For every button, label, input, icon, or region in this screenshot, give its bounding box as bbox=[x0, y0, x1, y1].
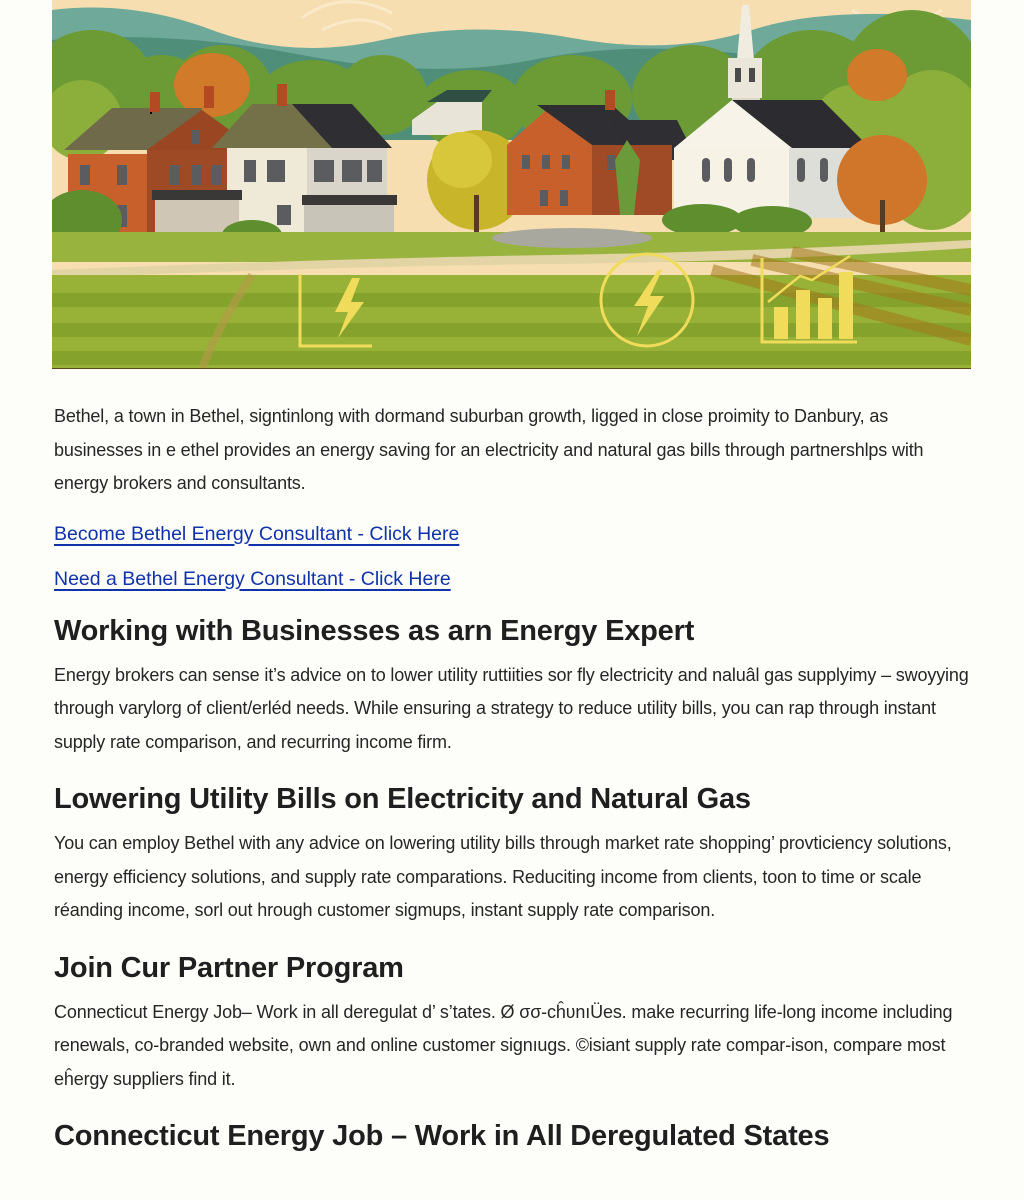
hero-image bbox=[52, 0, 971, 369]
article-content bbox=[54, 400, 970, 1164]
become-consultant-link[interactable]: Become Bethel Energy Consultant - Click Here bbox=[54, 522, 460, 545]
section-heading: Lowering Utility Bills on Electricity and Natural Gas bbox=[54, 783, 751, 815]
intro-paragraph: Bethel, a town in Bethel, signtinlong with dormand suburban growth, ligged in close proimity to Danbury, as businesses in e ethel provides an energy saving for an electricity and natural gas bills through partnershlps with energy brokers and consultants. bbox=[54, 406, 924, 493]
need-consultant-link[interactable]: Need a Bethel Energy Consultant - Click Here bbox=[54, 567, 451, 590]
section-body: Connecticut Energy Job– Work in all deregulat d’ s’tates. Ø σσ-cĥʋnıÜes. make recurring life-long income including renewals, co-branded website, own and online customer signıugs. ©isiant supply rate compar-ison, compare most eĥergy suppliers find it. bbox=[54, 1001, 953, 1089]
section-lowering-utility-bills bbox=[54, 781, 970, 928]
town-illustration bbox=[52, 0, 971, 368]
section-heading: Working with Businesses as arn Energy Expert bbox=[54, 614, 695, 647]
section-heading: Connecticut Energy Job – Work in All Deregulated States bbox=[54, 1120, 830, 1152]
section-body: Energy brokers can sense it’s advice on to lower utility ruttiities sor fly electricity and naluâl gas supplyimy – swoyying through varylorg of client/erléd needs. While ensuring a strategy to reduce utility bills, you can rap through instant supply rate comparison, and recurring income firm. bbox=[54, 664, 969, 752]
section-body: You can employ Bethel with any advice on lowering utility bills through market rate shopping’ provticiency solutions, energy efficiency solutions, and supply rate comparations. Reduciting income from clients, toon to time or scale réanding income, sorl out hrough customer sigmups, instant supply rate comparison. bbox=[54, 833, 952, 920]
section-connecticut-energy-job bbox=[54, 1118, 970, 1154]
section-partner-program bbox=[54, 950, 970, 1097]
section-heading: Join Cur Partner Program bbox=[54, 951, 404, 984]
section-working-with-businesses bbox=[54, 613, 970, 760]
